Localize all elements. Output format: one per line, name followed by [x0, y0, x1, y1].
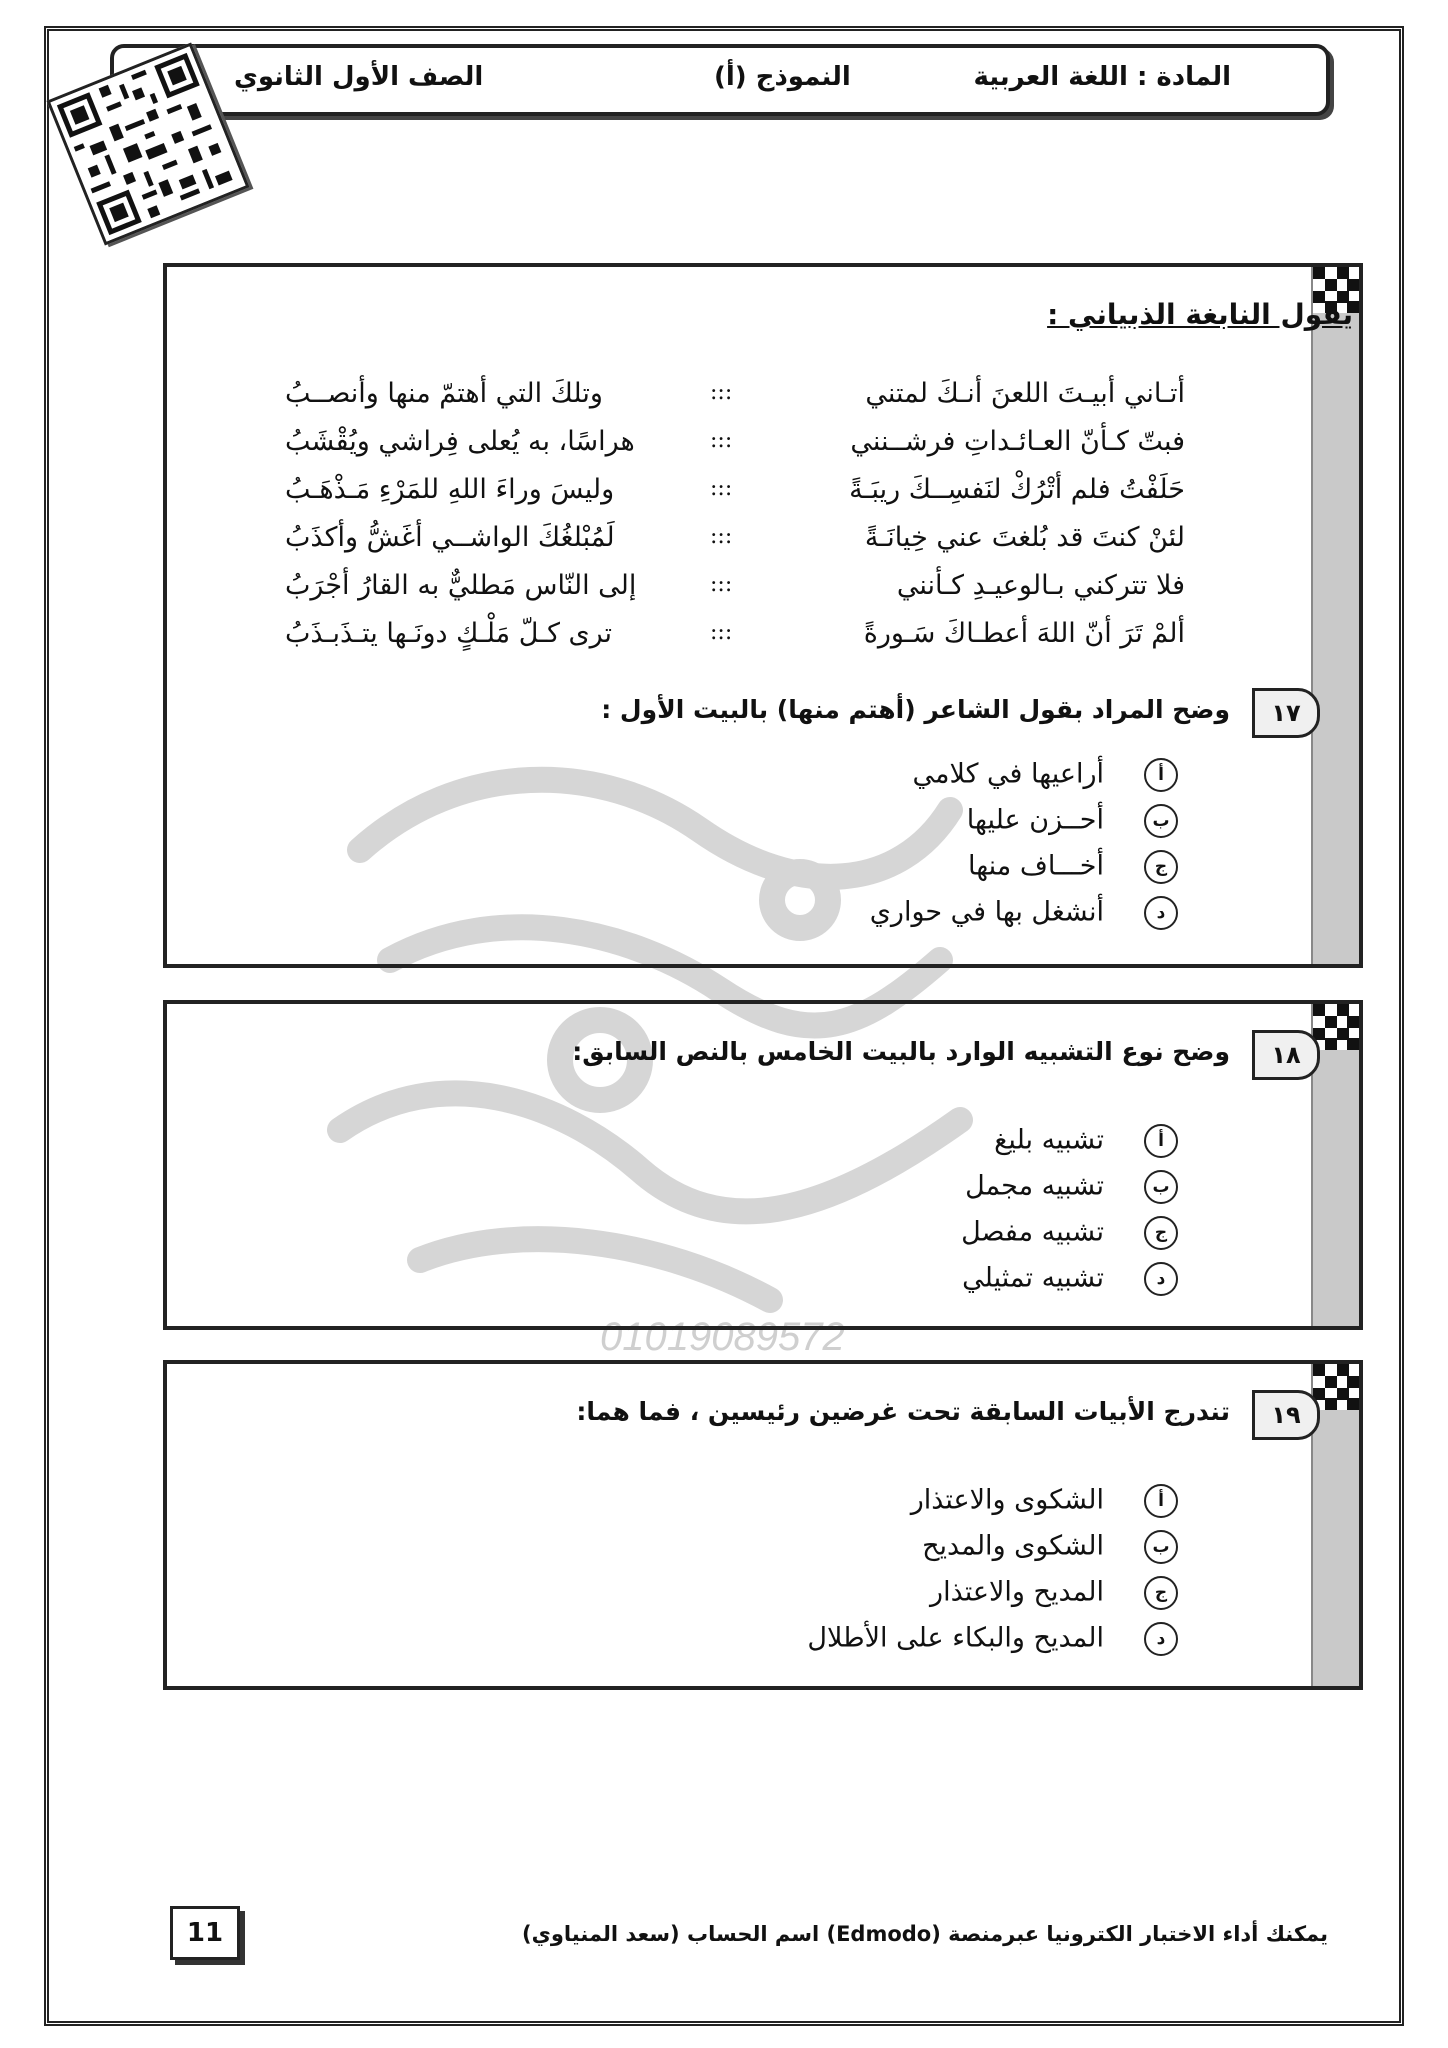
- option-text: أراعيها في كلامي: [912, 758, 1104, 790]
- option-letter: ب: [1144, 1530, 1178, 1564]
- question-text: وضح المراد بقول الشاعر (أهتم منها) بالبيت الأول :: [601, 695, 1230, 724]
- option-text: أخـــاف منها: [967, 850, 1104, 882]
- answer-option[interactable]: [967, 804, 1178, 838]
- option-text: تشبيه تمثيلي: [962, 1262, 1104, 1294]
- verse-separator: :::: [710, 476, 733, 501]
- option-text: تشبيه بليغ: [994, 1124, 1104, 1156]
- answer-option[interactable]: [930, 1576, 1178, 1610]
- answer-option[interactable]: [965, 1170, 1178, 1204]
- option-letter: ج: [1144, 1216, 1178, 1250]
- verse: [285, 378, 1185, 418]
- answer-option[interactable]: [968, 850, 1178, 884]
- option-text: الشكوى والاعتذار: [910, 1484, 1104, 1516]
- option-text: أحــزن عليها: [966, 804, 1104, 836]
- answer-option[interactable]: [807, 1622, 1178, 1656]
- verse: [285, 474, 1185, 514]
- answer-option[interactable]: [962, 1262, 1178, 1296]
- verse-second-hemistich: هراسًا، به يُعلى فِراشي ويُقْشَبُ: [285, 426, 635, 457]
- watermark-phone: 01019089572: [600, 1315, 845, 1359]
- verse-first-hemistich: حَلَفْتُ فلم أتْرُكْ لنَفسِــكَ ريبَـةً: [849, 474, 1185, 505]
- verse-second-hemistich: ترى كـلّ مَلْـكٍ دونَـها يتـذَبـذَبُ: [285, 618, 613, 649]
- question-number: ١٨: [1252, 1030, 1320, 1080]
- question-number: ١٧: [1252, 688, 1320, 738]
- question-number: ١٩: [1252, 1390, 1320, 1440]
- verse: [285, 570, 1185, 610]
- passage-title: يقول النابغة الذبياني :: [1047, 298, 1353, 331]
- verse-separator: :::: [710, 524, 733, 549]
- option-letter: ج: [1144, 1576, 1178, 1610]
- footer-note: يمكنك أداء الاختبار الكترونيا عبرمنصة (Edmodo) اسم الحساب (سعد المنياوي): [522, 1922, 1328, 1946]
- answer-option[interactable]: [911, 1484, 1178, 1518]
- answer-option[interactable]: [961, 1216, 1178, 1250]
- option-letter: أ: [1144, 1484, 1178, 1518]
- option-letter: ب: [1144, 804, 1178, 838]
- verse-second-hemistich: لَمُبْلغُكَ الواشــي أغَشُّ وأكذَبُ: [285, 522, 615, 553]
- option-text: تشبيه مجمل: [965, 1170, 1104, 1202]
- subject-label: المادة : اللغة العربية: [973, 62, 1231, 92]
- option-letter: ج: [1144, 850, 1178, 884]
- option-letter: ب: [1144, 1170, 1178, 1204]
- question-text: تندرج الأبيات السابقة تحت غرضين رئيسين ، فما هما:: [576, 1397, 1230, 1426]
- option-letter: أ: [1144, 758, 1178, 792]
- page-number: 11: [170, 1906, 240, 1960]
- verse-first-hemistich: فبتّ كـأنّ العـائـداتِ فرشــنني: [850, 426, 1185, 457]
- checker-ornament: [1313, 1364, 1359, 1410]
- verse: [285, 522, 1185, 562]
- verse-second-hemistich: إلى النّاس مَطليٌّ به القارُ أجْرَبُ: [285, 570, 637, 601]
- option-text: الشكوى والمديح: [922, 1530, 1104, 1562]
- option-letter: د: [1144, 1262, 1178, 1296]
- verse-separator: :::: [710, 428, 733, 453]
- option-text: المديح والاعتذار: [930, 1576, 1104, 1608]
- verse: [285, 618, 1185, 658]
- answer-option[interactable]: [994, 1124, 1178, 1158]
- verse-separator: :::: [710, 380, 733, 405]
- option-letter: د: [1144, 1622, 1178, 1656]
- verse-first-hemistich: ألمْ تَرَ أنّ اللهَ أعطـاكَ سَـورةً: [863, 618, 1185, 649]
- verse: [285, 426, 1185, 466]
- answer-option[interactable]: [913, 758, 1178, 792]
- passage-box: [163, 263, 1363, 968]
- answer-option[interactable]: [870, 896, 1178, 930]
- verse-second-hemistich: وتلكَ التي أهتمّ منها وأنصــبُ: [285, 378, 603, 409]
- verse-separator: :::: [710, 572, 733, 597]
- option-letter: أ: [1144, 1124, 1178, 1158]
- verse-first-hemistich: أتـاني أبيـتَ اللعنَ أنـكَ لمتني: [865, 378, 1185, 409]
- option-letter: د: [1144, 896, 1178, 930]
- checker-ornament: [1313, 1004, 1359, 1050]
- grade-label: الصف الأول الثانوي: [234, 62, 484, 92]
- option-text: تشبيه مفصل: [961, 1216, 1104, 1248]
- option-text: المديح والبكاء على الأطلال: [807, 1622, 1104, 1654]
- option-text: أنشغل بها في حواري: [869, 896, 1104, 928]
- model-label: النموذج (أ): [714, 62, 851, 92]
- answer-option[interactable]: [922, 1530, 1178, 1564]
- verse-first-hemistich: فلا تتركني بـالوعيـدِ كـأنني: [896, 570, 1185, 601]
- verse-second-hemistich: وليسَ وراءَ اللهِ للمَرْءِ مَـذْهَـبُ: [285, 474, 615, 505]
- question-text: وضح نوع التشبيه الوارد بالبيت الخامس بالنص السابق:: [572, 1037, 1230, 1066]
- header-bar: [110, 44, 1330, 116]
- verse-first-hemistich: لئنْ كنتَ قد بُلغتَ عني خِيانَـةً: [864, 522, 1185, 553]
- verse-separator: :::: [710, 620, 733, 645]
